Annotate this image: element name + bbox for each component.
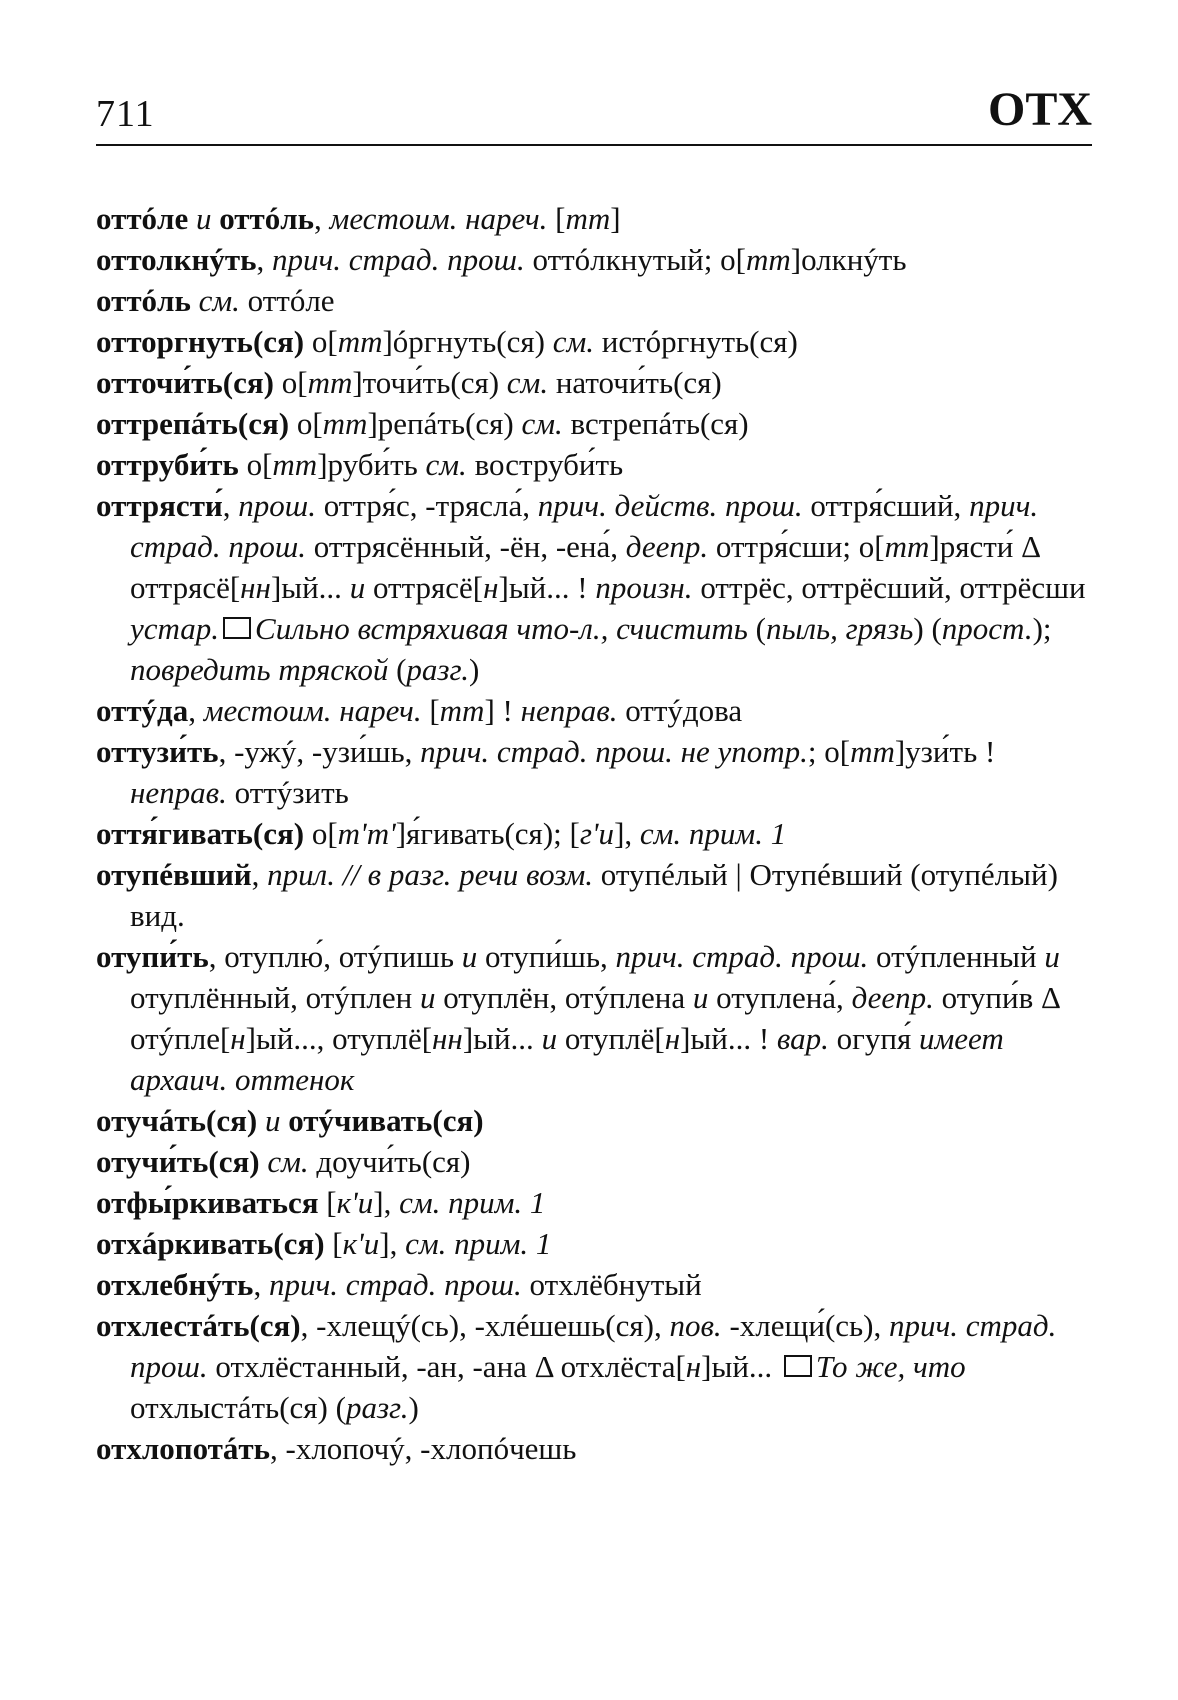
- entry-text: оттря́сши; о[: [708, 529, 885, 564]
- entry-label: То же, что: [815, 1349, 966, 1384]
- entry-text: отýпленный: [868, 939, 1045, 974]
- square-box-icon: [223, 617, 251, 639]
- entry-label: см.: [425, 447, 467, 482]
- entry-headword: оттóль: [96, 283, 191, 318]
- entry-text: ,: [256, 242, 272, 277]
- square-box-icon: [784, 1355, 812, 1377]
- entry-text: отхлыстáть(ся) (: [130, 1390, 346, 1425]
- entry-text: ; о[: [807, 734, 851, 769]
- dictionary-entry: [96, 1264, 1096, 1305]
- entry-text: оттóлкнутый; о[: [524, 242, 746, 277]
- entry-text: , отуплю́, отýпишь: [208, 939, 462, 974]
- entry-text: отупéлый | Отупéвший (отупéлый) вид.: [130, 857, 1058, 933]
- entry-headword: отфы́ркиваться: [96, 1185, 319, 1220]
- dictionary-entry: [96, 1182, 1096, 1223]
- entry-text: оттóле: [239, 283, 335, 318]
- entry-label: кʹи: [342, 1226, 380, 1261]
- entry-text: , -ужý, -узи́шь,: [218, 734, 421, 769]
- entry-headword: оттрясти́: [96, 488, 223, 523]
- entry-headword: оттóле: [96, 201, 189, 236]
- dictionary-entry: [96, 1305, 1096, 1428]
- entry-headword: оттолкнýть: [96, 242, 257, 277]
- dictionary-entry: [96, 936, 1096, 1100]
- entry-text: ]: [610, 201, 621, 236]
- entry-text: встрепáть(ся): [562, 406, 749, 441]
- entry-label: прич. страд. прош.: [130, 488, 1039, 564]
- entry-label: деепр.: [851, 980, 934, 1015]
- entry-headword: отхáркивать(ся): [96, 1226, 325, 1261]
- entry-label: прич. страд. прош.: [268, 1267, 522, 1302]
- entry-text: отхлёбнутый: [521, 1267, 702, 1302]
- entry-label: и: [692, 980, 709, 1015]
- entry-label: прил. // в разг. речи возм.: [267, 857, 594, 892]
- entry-text: ,: [222, 488, 239, 523]
- entry-label: и: [541, 1021, 558, 1056]
- entry-label: тт: [322, 406, 368, 441]
- entry-text: оттря́сший,: [802, 488, 970, 523]
- entry-headword: отупи́ть: [96, 939, 209, 974]
- entry-label: тт: [439, 693, 485, 728]
- entry-label: н: [664, 1021, 681, 1056]
- entry-label: местоим. нареч.: [203, 693, 422, 728]
- entry-label: нн: [432, 1021, 463, 1056]
- entry-text: ]точи́ть(ся): [352, 365, 507, 400]
- entry-headword: отучи́ть(ся): [96, 1144, 260, 1179]
- entry-label: имеет архаич. оттенок: [130, 1021, 1004, 1097]
- entry-text: оттрясё[: [365, 570, 484, 605]
- entry-headword: отýчивать(ся): [288, 1103, 484, 1138]
- entry-headword: оттóль: [219, 201, 315, 236]
- entry-label: пыль, грязь: [765, 611, 914, 646]
- entry-text: отуплён, отýплена: [435, 980, 693, 1015]
- entry-label: тт: [272, 447, 318, 482]
- entry-label: тт: [850, 734, 895, 769]
- entry-label: см.: [259, 1144, 309, 1179]
- dictionary-entry: [96, 280, 1096, 321]
- entry-label: тʹтʹ: [337, 816, 396, 851]
- entry-text: ]репáть(ся): [367, 406, 522, 441]
- entry-label: прич. действ. прош.: [537, 488, 803, 523]
- entry-label: и: [419, 980, 436, 1015]
- entry-label: см.: [552, 324, 595, 359]
- entry-label: кʹи: [336, 1185, 374, 1220]
- entry-label: неправ.: [130, 775, 227, 810]
- entry-text: ]узи́ть !: [894, 734, 996, 769]
- dictionary-entry: [96, 485, 1096, 690]
- entry-text: ): [408, 1390, 419, 1425]
- entry-text: , -хлещý(сь), -хлéшешь(ся),: [300, 1308, 670, 1343]
- entry-text: ,: [251, 857, 268, 892]
- entry-label: см. прим. 1: [399, 1185, 546, 1220]
- entry-text: отуплённый, отýплен: [130, 980, 420, 1015]
- entry-text: истóргнуть(ся): [594, 324, 798, 359]
- entry-text: огупя́: [828, 1021, 919, 1056]
- entry-text: );: [1032, 611, 1052, 646]
- entry-text: (: [388, 652, 407, 687]
- entry-text: ]ый..., отуплё[: [245, 1021, 433, 1056]
- entry-label: вар.: [776, 1021, 829, 1056]
- entry-text: ,: [314, 201, 330, 236]
- entry-text: оттря́с, -трясла́,: [315, 488, 538, 523]
- entry-headword: отторгнуть(ся): [96, 324, 305, 359]
- entry-text: ]óргнуть(ся): [382, 324, 553, 359]
- entry-label: см. прим. 1: [405, 1226, 552, 1261]
- entry-label: тт: [745, 242, 791, 277]
- entry-headword: оттрепáть(ся): [96, 406, 290, 441]
- entry-text: отуплена́,: [708, 980, 852, 1015]
- entry-text: оттýзить: [226, 775, 349, 810]
- entry-label: прич. страд. прош.: [130, 1308, 1057, 1384]
- entry-text: отупи́шь,: [477, 939, 616, 974]
- running-head: ОТХ: [987, 83, 1092, 136]
- entry-label: Сильно встряхивая что-л., счистить: [255, 611, 748, 646]
- entry-text: ]олкнýть: [790, 242, 907, 277]
- dictionary-entry: [96, 321, 1096, 362]
- entry-label: и: [257, 1103, 289, 1138]
- dictionary-entry: [96, 813, 1096, 854]
- dictionary-entry: [96, 690, 1096, 731]
- entry-label: тт: [884, 529, 930, 564]
- dictionary-entry: [96, 198, 1096, 239]
- entry-headword: отупéвший: [96, 857, 252, 892]
- entry-text: -хлещи́(сь),: [721, 1308, 889, 1343]
- entry-label: неправ.: [520, 693, 618, 728]
- entry-label: разг.: [406, 652, 469, 687]
- entry-text: ]ый...: [701, 1349, 780, 1384]
- entry-label: прош.: [238, 488, 316, 523]
- entry-label: см.: [506, 365, 549, 400]
- entry-label: деепр.: [625, 529, 709, 564]
- entry-label: и: [188, 201, 220, 236]
- entry-label: гʹи: [579, 816, 615, 851]
- entry-text: о[: [238, 447, 273, 482]
- entry-label: н: [483, 570, 499, 605]
- dictionary-entry: [96, 854, 1096, 936]
- entry-text: ) (: [913, 611, 942, 646]
- entry-text: [: [324, 1226, 343, 1261]
- page-header: [96, 78, 1092, 146]
- entry-label: и: [461, 939, 478, 974]
- dictionary-entry: [96, 1223, 1096, 1264]
- entry-text: [: [547, 201, 566, 236]
- dictionary-entry: [96, 239, 1096, 280]
- dictionary-entry: [96, 1141, 1096, 1182]
- entry-headword: отточи́ть(ся): [96, 365, 274, 400]
- entry-text: о[: [289, 406, 323, 441]
- dictionary-entry: [96, 1100, 1096, 1141]
- entry-text: [: [421, 693, 440, 728]
- entry-text: воструби́ть: [466, 447, 624, 482]
- entry-text: , -хлопочý, -хлопóчешь: [270, 1431, 577, 1466]
- entry-label: прич. страд. прош. не употр.: [420, 734, 808, 769]
- entry-text: ]ый... !: [498, 570, 596, 605]
- entry-label: разг.: [345, 1390, 409, 1425]
- entry-label: прич. страд. прош.: [271, 242, 525, 277]
- entry-label: и: [349, 570, 366, 605]
- entry-text: о[: [304, 324, 338, 359]
- entry-text: оттрясённый, -ён, -ена́,: [305, 529, 626, 564]
- entry-label: устар.: [130, 611, 220, 646]
- entry-text: ]ый...: [462, 1021, 542, 1056]
- entry-text: ]ый... !: [680, 1021, 777, 1056]
- entry-label: тт: [565, 201, 611, 236]
- entry-label: н: [685, 1349, 702, 1384]
- entry-text: ]ый...: [270, 570, 350, 605]
- entry-label: и: [1044, 939, 1060, 974]
- dictionary-entries: [96, 198, 1096, 1469]
- entry-headword: оття́гивать(ся): [96, 816, 305, 851]
- dictionary-entry: [96, 1428, 1096, 1469]
- entry-text: ]рясти́ Δ оттрясё[: [130, 529, 1040, 605]
- dictionary-entry: [96, 444, 1096, 485]
- entry-label: нн: [240, 570, 271, 605]
- entry-text: ,: [188, 693, 204, 728]
- entry-text: (: [747, 611, 766, 646]
- entry-headword: отхлестáть(ся): [96, 1308, 301, 1343]
- entry-text: ]руби́ть: [317, 447, 426, 482]
- entry-label: тт: [307, 365, 353, 400]
- dictionary-entry: [96, 403, 1096, 444]
- entry-text: [: [318, 1185, 337, 1220]
- entry-label: произн.: [595, 570, 693, 605]
- dictionary-entry: [96, 362, 1096, 403]
- entry-label: см. прим. 1: [639, 816, 787, 851]
- entry-label: прост.: [941, 611, 1033, 646]
- entry-text: ): [468, 652, 480, 687]
- entry-text: наточи́ть(ся): [548, 365, 722, 400]
- entry-text: отупи́в Δ отýпле[: [130, 980, 1060, 1056]
- page-number: 711: [96, 93, 155, 135]
- entry-text: отхлёстанный, -ан, -ана Δ отхлёста[: [207, 1349, 686, 1384]
- entry-label: пов.: [669, 1308, 722, 1343]
- entry-label: тт: [337, 324, 383, 359]
- entry-text: ],: [373, 1185, 400, 1220]
- entry-headword: отучáть(ся): [96, 1103, 258, 1138]
- entry-text: оттýдова: [617, 693, 743, 728]
- entry-text: ] !: [484, 693, 521, 728]
- entry-label: прич. страд. прош.: [615, 939, 869, 974]
- entry-headword: оттузи́ть: [96, 734, 219, 769]
- entry-text: ]я́гивать(ся); [: [395, 816, 580, 851]
- entry-text: ],: [379, 1226, 406, 1261]
- entry-label: н: [230, 1021, 246, 1056]
- entry-text: оттрёс, оттрёсший, оттрёсши: [692, 570, 1086, 605]
- entry-text: ,: [253, 1267, 269, 1302]
- dictionary-entry: [96, 731, 1096, 813]
- entry-headword: отхлопотáть: [96, 1431, 271, 1466]
- entry-label: повредить тряской: [130, 652, 389, 687]
- entry-text: ],: [614, 816, 640, 851]
- entry-headword: оттруби́ть: [96, 447, 239, 482]
- entry-text: о[: [304, 816, 338, 851]
- entry-text: о[: [273, 365, 308, 400]
- entry-label: см.: [521, 406, 563, 441]
- entry-headword: отхлебнýть: [96, 1267, 254, 1302]
- entry-label: см.: [190, 283, 240, 318]
- entry-text: отуплё[: [557, 1021, 665, 1056]
- entry-headword: оттýда: [96, 693, 189, 728]
- entry-label: местоим. нареч.: [329, 201, 548, 236]
- entry-text: доучи́ть(ся): [308, 1144, 471, 1179]
